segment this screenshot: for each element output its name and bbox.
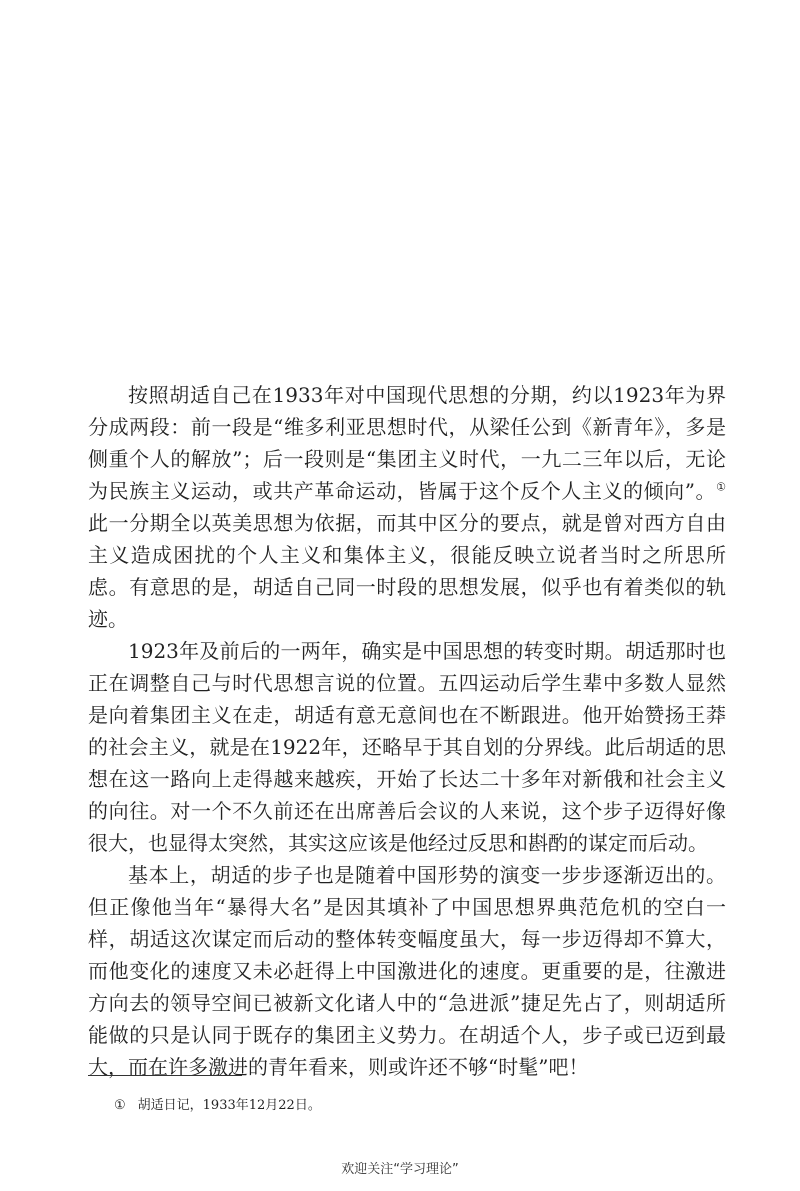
footnote-reference: ① (716, 480, 726, 494)
paragraph-1-continuation: 此一分期全以英美思想为依据，而其中区分的要点，就是曾对西方自由主义造成困扰的个人主义和集体主义，很能反映立说者当时之所思所虑。有意思的是，胡适自己同一时段的思想发展，似乎也有着类似的轨迹。 (88, 511, 726, 631)
footnote-text: 胡适日记，1933年12月22日。 (137, 1098, 321, 1113)
bottom-banner: 欢迎关注“学习理论” (341, 1162, 459, 1177)
footnote-divider (88, 1075, 242, 1076)
footnote-mark: ① (114, 1098, 126, 1113)
paragraph-2: 1923年及前后的一两年，确实是中国思想的转变时期。胡适那时也正在调整自己与时代思想言说的位置。五四运动后学生辈中多数人显然是向着集团主义在走，胡适有意无意间也在不断跟进。他开始赞扬王莽的社会主义，就是在1922年，还略早于其自划的分界线。此后胡适的思想在这一路向上走得越来越疾，开始了长达二十多年对新俄和社会主义的向往。对一个不久前还在出席善后会议的人来说，这个步子迈得好像很大，也显得太突然，其实这应该是他经过反思和斟酌的谋定而后动。 (88, 639, 726, 855)
body-text (88, 379, 726, 1083)
paragraph-1 (88, 379, 726, 635)
paragraph-1-text: 按照胡适自己在1933年对中国现代思想的分期，约以1923年为界分成两段：前一段是“维多利亚思想时代，从梁任公到《新青年》，多是侧重个人的解放”；后一段则是“集团主义时代，一九二三年以后，无论为民族主义运动，或共产革命运动，皆属于这个反个人主义的倾向”。 (88, 383, 726, 503)
footnote (114, 1097, 321, 1115)
paragraph-3: 基本上，胡适的步子也是随着中国形势的演变一步步逐渐迈出的。但正像他当年“暴得大名”是因其填补了中国思想界典范危机的空白一样，胡适这次谋定而后动的整体转变幅度虽大，每一步迈得却不算大，而他变化的速度又未必赶得上中国激进化的速度。更重要的是，往激进方向去的领导空间已被新文化诸人中的“急进派”捷足先占了，则胡适所能做的只是认同于既存的集团主义势力。在胡适个人，步子或已迈到最大，而在许多激进的青年看来，则或许还不够“时髦”吧！ (88, 863, 726, 1079)
